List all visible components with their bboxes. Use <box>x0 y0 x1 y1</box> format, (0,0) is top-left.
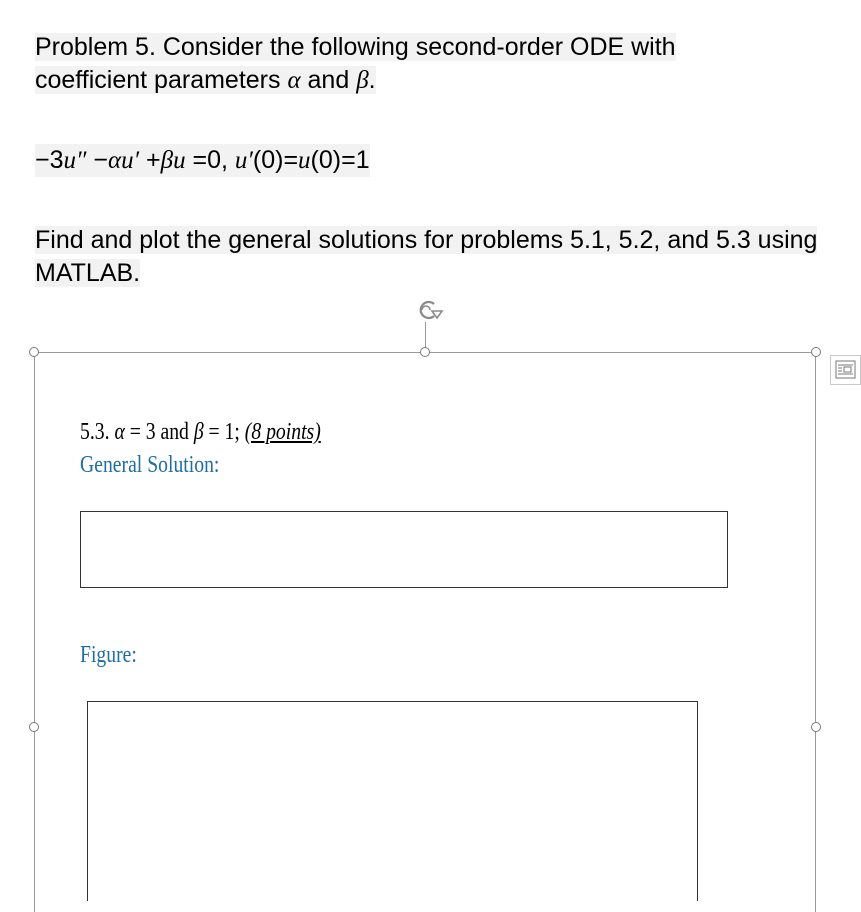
general-solution-label: General Solution: <box>80 452 220 478</box>
eq-minus: − <box>86 146 108 174</box>
ode-equation <box>35 144 370 177</box>
eq-alpha-u-prime: αu′ <box>107 147 140 174</box>
eq-plus: + <box>139 146 161 174</box>
general-solution-box <box>80 511 728 588</box>
eq-equals-zero: =0, <box>185 146 235 174</box>
resize-handle-top-left[interactable] <box>29 347 39 357</box>
figure-label: Figure: <box>80 642 137 668</box>
part-beta: β <box>193 419 204 445</box>
problem-heading <box>35 31 755 97</box>
alpha-symbol: α <box>287 67 301 94</box>
eq-coef: −3 <box>35 146 64 174</box>
instructions-paragraph <box>35 224 825 290</box>
eq-ic-2: (0)=1 <box>310 146 370 174</box>
part-beta-value: = 1; <box>203 419 245 445</box>
eq-u: u <box>298 147 311 174</box>
eq-u-prime: u′ <box>234 147 253 174</box>
part-number: 5.3. <box>80 419 115 445</box>
part-5-3-heading <box>80 419 321 446</box>
heading-period: . <box>368 66 376 94</box>
instructions-text: Find and plot the general solutions for problems 5.1, 5.2, and 5.3 using MATLAB. <box>35 226 818 287</box>
rotate-connector <box>425 322 426 350</box>
resize-handle-middle-right[interactable] <box>811 722 821 732</box>
and-word: and <box>300 66 357 94</box>
beta-symbol: β <box>356 67 369 94</box>
layout-options-button[interactable] <box>830 355 861 385</box>
layout-options-icon <box>831 356 860 384</box>
problem-heading-line-2: coefficient parameters <box>35 66 288 94</box>
figure-box <box>87 701 698 901</box>
part-points: (8 points) <box>244 419 321 445</box>
eq-u-double-prime: u″ <box>63 147 87 174</box>
problem-heading-line-1: Problem 5. Consider the following second-order ODE with <box>35 33 676 61</box>
rotate-icon[interactable] <box>410 296 444 324</box>
resize-handle-middle-left[interactable] <box>29 722 39 732</box>
resize-handle-top-right[interactable] <box>811 347 821 357</box>
part-alpha-value: = 3 and <box>124 419 194 445</box>
eq-ic-1: (0)= <box>252 146 299 174</box>
eq-beta-u: βu <box>160 147 186 174</box>
resize-handle-top-middle[interactable] <box>420 347 430 357</box>
part-alpha: α <box>114 419 125 445</box>
